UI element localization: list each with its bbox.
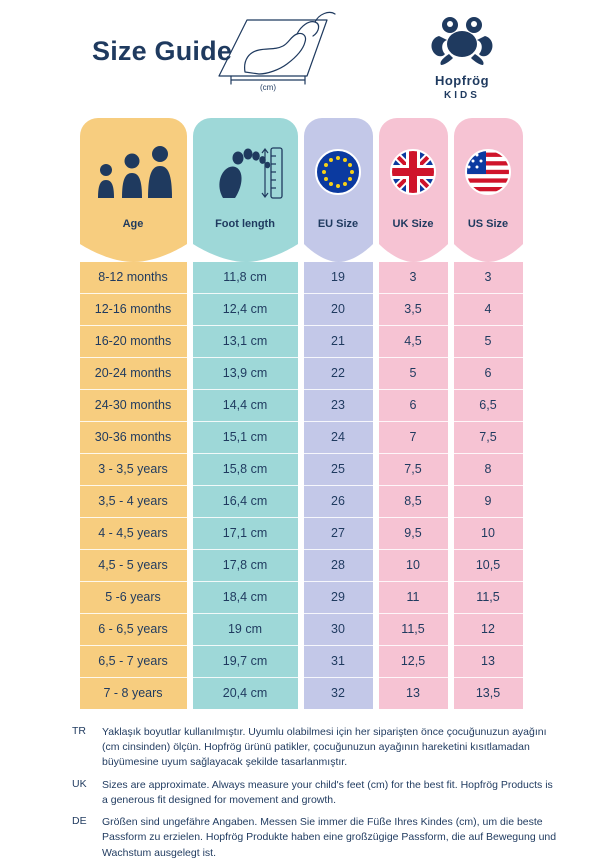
table-cell: 13,9 cm [193,358,298,390]
table-cell: 7,5 [454,422,523,454]
brand-logo [402,10,522,101]
table-cell: 31 [304,646,373,678]
table-cell: 30-36 months [80,422,187,454]
table-cell: 24-30 months [80,390,187,422]
footprint-ruler-icon [193,126,298,218]
table-cell: 8 [454,454,523,486]
table-cell: 12,5 [379,646,448,678]
table-cell: 11 [379,582,448,614]
table-cell: 28 [304,550,373,582]
column-header-us-size [454,118,523,240]
column-label-age: Age [122,218,144,230]
table-cell: 22 [304,358,373,390]
table-cell: 6,5 - 7 years [80,646,187,678]
table-cell: 20 [304,294,373,326]
table-cell: 3,5 [379,294,448,326]
note-language-code: TR [72,725,86,737]
table-cell: 17,1 cm [193,518,298,550]
column-header-uk-size [379,118,448,240]
table-cell: 29 [304,582,373,614]
table-cell: 10,5 [454,550,523,582]
sketch-cm-label: (cm) [260,83,276,92]
table-cell: 12-16 months [80,294,187,326]
table-cell: 7 - 8 years [103,686,163,700]
table-cell: 30 [304,614,373,646]
table-cell: 19 cm [193,614,298,646]
note-row [72,725,560,771]
table-cell: 3 - 3,5 years [80,454,187,486]
cells-foot-length [193,262,298,709]
table-cell: 17,8 cm [193,550,298,582]
column-header-foot-length [193,118,298,240]
table-cell: 32 [331,686,345,700]
cells-uk-size [379,262,448,709]
table-cell: 5 -6 years [80,582,187,614]
header [0,0,600,110]
uk-flag-icon [379,126,448,218]
column-tail-uk-size [379,240,448,262]
table-cell: 7,5 [379,454,448,486]
table-cell: 5 [379,358,448,390]
table-cell: 4 [454,294,523,326]
table-cell: 26 [304,486,373,518]
table-cell: 7 [379,422,448,454]
foot-measure-sketch-icon [215,6,345,92]
table-cell: 12,4 cm [193,294,298,326]
column-eu-size [304,118,373,709]
table-cell: 11,8 cm [193,262,298,294]
table-cell: 12 [454,614,523,646]
table-cell: 9,5 [379,518,448,550]
table-cell: 13,1 cm [193,326,298,358]
notes-section [0,725,600,861]
table-cell: 3,5 - 4 years [80,486,187,518]
table-cell: 8-12 months [80,262,187,294]
table-cell: 8,5 [379,486,448,518]
column-us-size [454,118,523,709]
table-cell: 27 [304,518,373,550]
note-language-code: DE [72,815,87,828]
column-age [80,118,187,709]
table-cell: 4 - 4,5 years [80,518,187,550]
table-cell: 24 [304,422,373,454]
table-cell: 16-20 months [80,326,187,358]
table-cell: 19 [304,262,373,294]
table-cell: 14,4 cm [193,390,298,422]
table-cell: 10 [379,550,448,582]
column-header-age [80,118,187,240]
note-language-code: UK [72,777,87,790]
column-label-foot-length: Foot length [215,218,275,230]
table-cell: 16,4 cm [193,486,298,518]
table-cell: 10 [454,518,523,550]
table-cell: 20,4 cm [222,686,268,700]
note-text: Yaklaşık boyutlar kullanılmıştır. Uyumlu olabilmesi için her siparişten önce çocuğunuzun ayağını (cm cinsinden) ölçün. Hopfrög ürünü patikler, çocuğunuzun ayağının hareketini kısıtlamadan büyümesine uyum sağlayacak şekilde tasarlanmıştır. [102,726,547,769]
frog-icon [427,10,497,66]
family-silhouette-icon [80,126,187,218]
us-flag-icon [454,126,523,218]
table-cell: 20-24 months [80,358,187,390]
note-row [72,778,560,808]
table-cell: 3 [379,262,448,294]
column-uk-size [379,118,448,709]
table-cell: 18,4 cm [193,582,298,614]
table-cell: 21 [304,326,373,358]
table-cell: 6 - 6,5 years [80,614,187,646]
table-cell: 5 [454,326,523,358]
cells-us-size [454,262,523,709]
column-tail-foot-length [193,240,298,262]
size-table [0,118,600,709]
table-cell: 6 [454,358,523,390]
column-tail-age [80,240,187,262]
table-cell: 9 [454,486,523,518]
note-text: Sizes are approximate. Always measure your child's feet (cm) for the best fit. Hopfrög Products is a generous fit designed for movement and growth. [102,778,553,806]
eu-flag-icon [304,126,373,218]
page-title: Size Guide [92,36,233,66]
table-cell: 13 [406,686,420,700]
table-cell: 15,8 cm [193,454,298,486]
cells-eu-size [304,262,373,709]
note-row [72,815,560,861]
column-label-us-size: US Size [467,218,509,230]
table-cell: 13 [454,646,523,678]
table-cell: 6 [379,390,448,422]
column-header-eu-size [304,118,373,240]
column-tail-eu-size [304,240,373,262]
table-cell: 6,5 [454,390,523,422]
table-cell: 4,5 - 5 years [80,550,187,582]
table-cell: 23 [304,390,373,422]
column-tail-us-size [454,240,523,262]
column-foot-length [193,118,298,709]
table-cell: 15,1 cm [193,422,298,454]
table-cell: 13,5 [475,686,501,700]
note-text: Größen sind ungefähre Angaben. Messen Sie immer die Füße Ihres Kindes (cm), um die beste Passform zu erzielen. Hopfrög Produkte haben eine großzügige Passform, die auf Bewegung und Wachstum ausgelegt ist. [102,816,557,859]
brand-name: Hopfrög [434,73,490,88]
column-label-eu-size: EU Size [317,218,359,230]
table-cell: 25 [304,454,373,486]
cells-age [80,262,187,709]
column-label-uk-size: UK Size [392,218,434,230]
table-cell: 19,7 cm [193,646,298,678]
table-cell: 3 [454,262,523,294]
table-cell: 4,5 [379,326,448,358]
brand-subtitle: KIDS [444,90,480,101]
table-cell: 11,5 [379,614,448,646]
table-cell: 11,5 [454,582,523,614]
